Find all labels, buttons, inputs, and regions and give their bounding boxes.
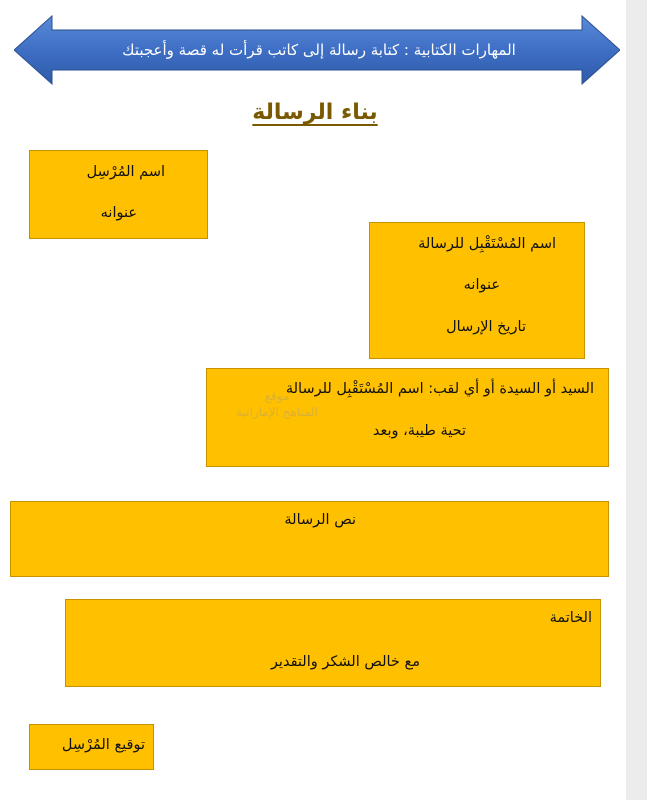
letter-body-box xyxy=(10,501,609,577)
greeting: تحية طيبة، وبعد xyxy=(372,423,466,439)
watermark xyxy=(232,388,322,420)
banner-title: المهارات الكتابية : كتابة رسالة إلى كاتب قرأت له قصة وأعجبتك xyxy=(122,41,516,59)
send-date: تاريخ الإرسال xyxy=(446,319,526,335)
right-edge-strip xyxy=(626,0,647,800)
sender-address: عنوانه xyxy=(100,205,137,221)
sender-box xyxy=(29,150,208,239)
closing-box xyxy=(65,599,601,687)
closing-text: مع خالص الشكر والتقدير xyxy=(270,654,420,670)
title-banner xyxy=(14,14,620,86)
sender-name: اسم المُرْسِل xyxy=(86,164,165,180)
watermark-line-2: المناهج الإماراتية xyxy=(236,405,318,419)
letter-body-label: نص الرسالة xyxy=(284,512,356,528)
recipient-box xyxy=(369,222,585,359)
salutation: السيد أو السيدة أو أي لقب: اسم المُسْتَقْبِل للرسالة xyxy=(285,381,594,397)
closing-title: الخاتمة xyxy=(549,610,592,626)
page-heading: بناء الرسالة xyxy=(252,100,378,125)
recipient-name: اسم المُسْتَقْبِل للرسالة xyxy=(418,236,556,252)
signature-label: توقيع المُرْسِل xyxy=(61,737,145,753)
watermark-line-1: موقع xyxy=(264,389,290,403)
recipient-address: عنوانه xyxy=(463,277,500,293)
signature-box xyxy=(29,724,154,770)
